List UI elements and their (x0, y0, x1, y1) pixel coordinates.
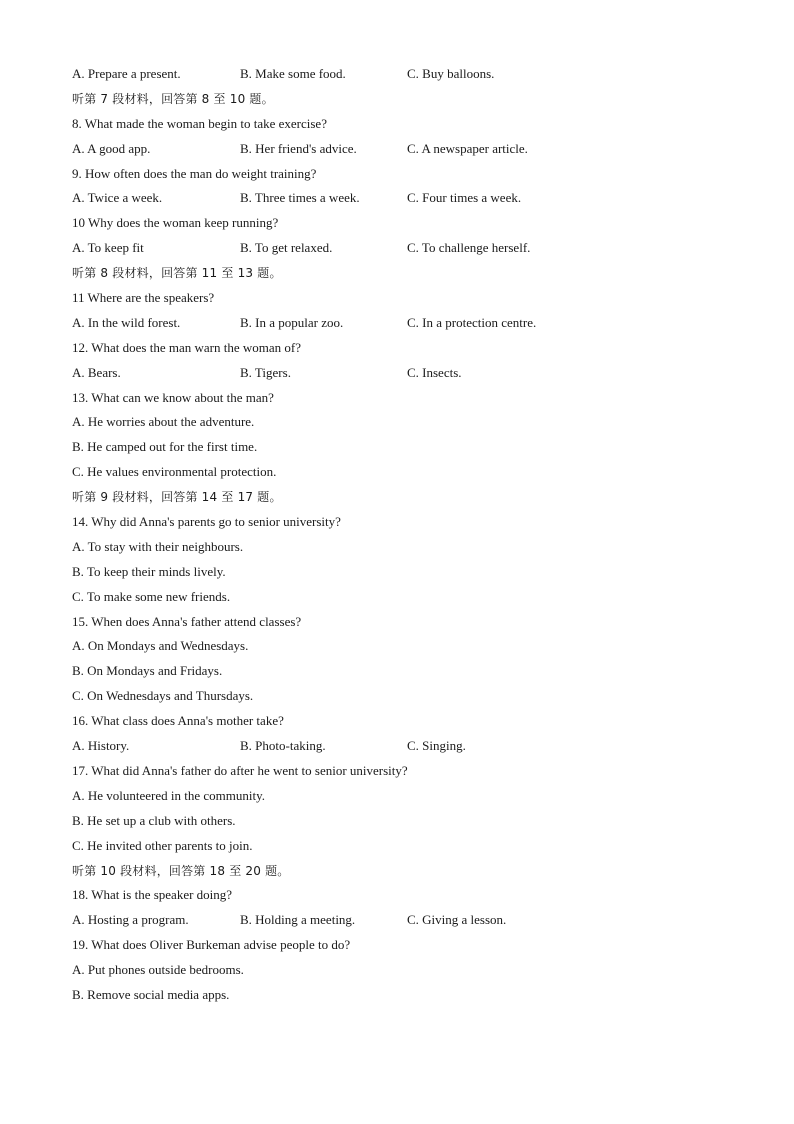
question-line (72, 809, 772, 834)
question-line (72, 211, 772, 236)
question-line (72, 435, 772, 460)
option-c: C. Buy balloons. (407, 66, 495, 81)
line-text: 14. Why did Anna's parents go to senior university? (72, 514, 341, 530)
line-text: A. He worries about the adventure. (72, 414, 255, 430)
question-line (72, 510, 772, 535)
line-text: 8. What made the woman begin to take exercise? (72, 115, 327, 131)
option-b: B. Tigers. (240, 364, 291, 380)
question-line (72, 460, 772, 485)
option-c: C. Insects. (407, 364, 462, 380)
line-text: A. Put phones outside bedrooms. (72, 962, 244, 978)
instruction-text: 听第 8 段材料，回答第 11 至 13 题。 (72, 266, 282, 281)
line-text: 12. What does the man warn the woman of? (72, 339, 301, 355)
line-text: C. He values environmental protection. (72, 464, 277, 480)
line-text: 15. When does Anna's father attend classes? (72, 613, 302, 629)
option-c: C. Giving a lesson. (407, 912, 507, 928)
line-text: C. On Wednesdays and Thursdays. (72, 688, 254, 704)
option-a: A. Bears. (72, 364, 121, 380)
line-text: 13. What can we know about the man? (72, 389, 274, 405)
option-row (72, 311, 772, 336)
line-text: 9. How often does the man do weight training? (72, 165, 317, 181)
option-a: A. A good app. (72, 140, 151, 156)
line-text: 18. What is the speaker doing? (72, 887, 233, 903)
line-text: A. He volunteered in the community. (72, 787, 266, 803)
option-b: B. To get relaxed. (240, 240, 333, 256)
question-line (72, 958, 772, 983)
option-a: A. To keep fit (72, 240, 144, 256)
line-text: 10 Why does the woman keep running? (72, 215, 279, 231)
line-text: B. To keep their minds lively. (72, 563, 226, 579)
option-c: C. Four times a week. (407, 190, 522, 206)
question-line (72, 560, 772, 585)
question-line (72, 983, 772, 1008)
question-line (72, 684, 772, 709)
option-c: C. Singing. (407, 738, 466, 754)
line-text: C. To make some new friends. (72, 588, 231, 604)
option-row (72, 361, 772, 386)
question-line (72, 610, 772, 635)
line-text: B. Remove social media apps. (72, 986, 230, 1002)
option-row (72, 186, 772, 211)
option-b: B. Her friend's advice. (240, 140, 357, 156)
question-line (72, 286, 772, 311)
question-line (72, 535, 772, 560)
line-text: 17. What did Anna's father do after he went to senior university? (72, 762, 408, 778)
section-instruction (72, 87, 772, 112)
instruction-text: 听第 7 段材料，回答第 8 至 10 题。 (72, 91, 274, 106)
line-text: B. On Mondays and Fridays. (72, 663, 223, 679)
instruction-text: 听第 9 段材料，回答第 14 至 17 题。 (72, 490, 282, 505)
question-line (72, 634, 772, 659)
question-line (72, 834, 772, 859)
line-text: 19. What does Oliver Burkeman advise people to do? (72, 937, 351, 953)
option-c: C. In a protection centre. (407, 314, 537, 330)
section-instruction (72, 261, 772, 286)
question-line (72, 386, 772, 411)
exam-page (72, 62, 772, 1008)
question-line (72, 162, 772, 187)
option-a: A. In the wild forest. (72, 314, 181, 330)
section-instruction (72, 859, 772, 884)
line-text: 16. What class does Anna's mother take? (72, 713, 284, 729)
question-line (72, 933, 772, 958)
question-line (72, 112, 772, 137)
option-row (72, 236, 772, 261)
option-b: B. Make some food. (240, 66, 346, 81)
option-row (72, 62, 772, 87)
question-line (72, 759, 772, 784)
question-line (72, 659, 772, 684)
question-line (72, 784, 772, 809)
line-text: A. To stay with their neighbours. (72, 538, 244, 554)
question-line (72, 709, 772, 734)
option-b: B. Photo-taking. (240, 738, 326, 754)
option-b: B. Three times a week. (240, 190, 360, 206)
option-row (72, 908, 772, 933)
option-c: C. A newspaper article. (407, 140, 528, 156)
line-text: C. He invited other parents to join. (72, 837, 253, 853)
question-line (72, 410, 772, 435)
option-row (72, 734, 772, 759)
question-line (72, 883, 772, 908)
option-b: B. In a popular zoo. (240, 314, 344, 330)
line-text: B. He set up a club with others. (72, 812, 236, 828)
line-text: A. On Mondays and Wednesdays. (72, 638, 249, 654)
option-row (72, 137, 772, 162)
question-line (72, 585, 772, 610)
line-text: 11 Where are the speakers? (72, 290, 215, 306)
option-b: B. Holding a meeting. (240, 912, 356, 928)
option-a: A. Hosting a program. (72, 912, 189, 928)
option-a: A. Prepare a present. (72, 66, 181, 81)
option-a: A. Twice a week. (72, 190, 163, 206)
instruction-text: 听第 10 段材料，回答第 18 至 20 题。 (72, 863, 290, 878)
option-a: A. History. (72, 738, 130, 754)
section-instruction (72, 485, 772, 510)
option-c: C. To challenge herself. (407, 240, 531, 256)
line-text: B. He camped out for the first time. (72, 439, 258, 455)
question-line (72, 336, 772, 361)
